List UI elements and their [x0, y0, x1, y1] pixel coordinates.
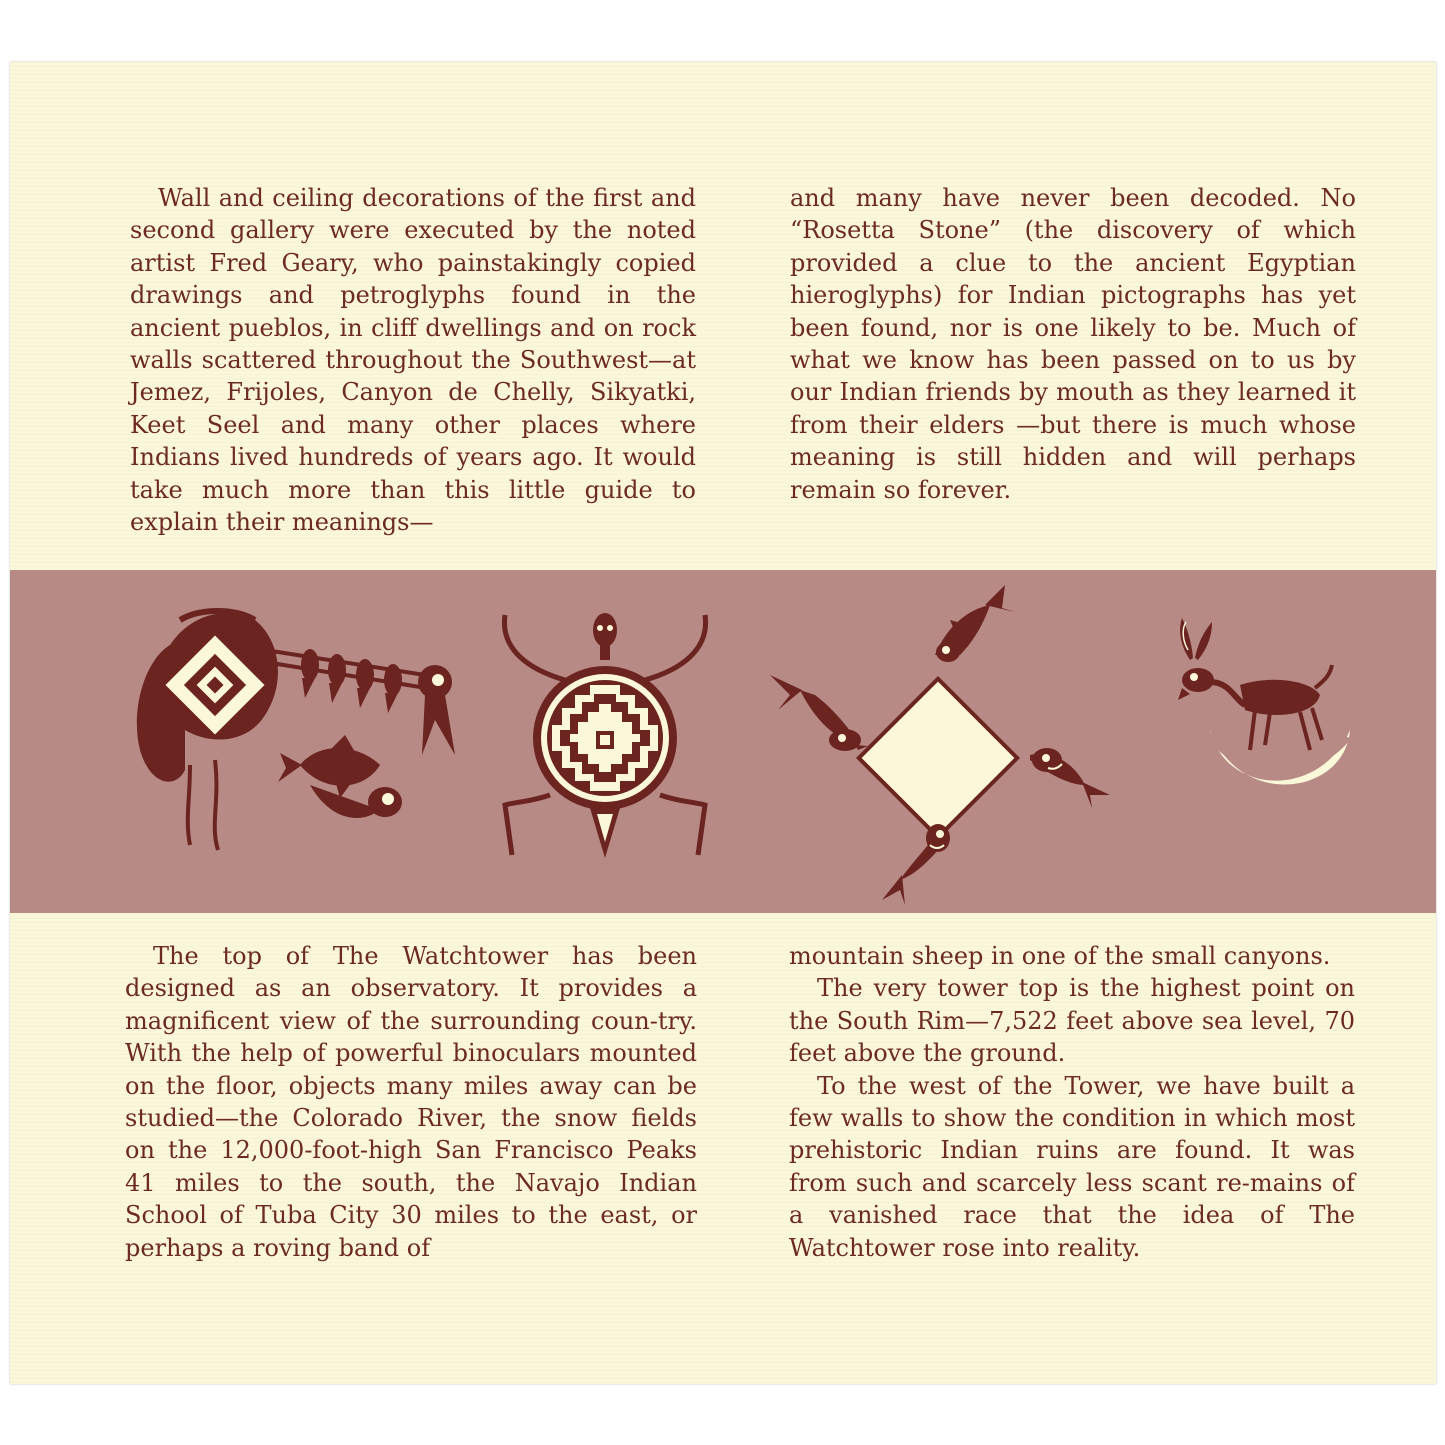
paragraph: and many have never been decoded. No “Rosetta Stone” (the discovery of which provided a clue to the ancient Egyptian hieroglyphs) for Indian pictographs has yet been found, nor is one likely to be. Much of what we know has been passed on to us by our Indian friends by mouth as they learned it from their elders —but there is much whose meaning is still hidden and will perhaps remain so forever.	[790, 184, 1356, 504]
paragraph: The top of The Watchtower has been designed as an observatory. It provides a magnificent view of the surrounding coun-try. With the help of powerful binoculars mounted on the floor, objects many miles away can be studied—the Colorado River, the snow fields on the 12,000-foot-high San Francisco Peaks 41 miles to the south, the Navajo Indian School of Tuba City 30 miles to the east, or perhaps a roving band of	[125, 942, 697, 1262]
petroglyph-illustration	[10, 570, 1436, 913]
brochure-page	[10, 62, 1436, 1384]
bird-with-fish-petroglyph-icon	[137, 611, 455, 850]
petroglyph-illustration-band	[10, 570, 1436, 913]
text-column-top-left	[130, 182, 696, 538]
fish-around-diamond-petroglyph-icon	[770, 585, 1110, 905]
animal-on-crescent-moon-petroglyph-icon	[1178, 618, 1350, 785]
text-column-top-right	[790, 182, 1356, 506]
turtle-petroglyph-icon	[504, 613, 705, 858]
paragraph: mountain sheep in one of the small canyons.	[789, 942, 1331, 970]
paragraph: Wall and ceiling decorations of the first and second gallery were executed by the noted artist Fred Geary, who painstakingly copied drawings and petroglyphs found in the ancient pueblos, in cliff dwellings and on rock walls scattered throughout the Southwest—at Jemez, Frijoles, Canyon de Chelly, Sikyatki, Keet Seel and many other places where Indians lived hundreds of years ago. It would take much more than this little guide to explain their meanings—	[130, 184, 696, 537]
paragraph: To the west of the Tower, we have built a few walls to show the condition in which most prehistoric Indian ruins are found. It was from such and scarcely less scant re-mains of a vanished race that the idea of The Watchtower rose into reality.	[789, 1071, 1355, 1262]
paragraph: The very tower top is the highest point on the South Rim—7,522 feet above sea level, 70 feet above the ground.	[789, 974, 1355, 1068]
text-column-bottom-left	[125, 940, 697, 1264]
text-column-bottom-right	[789, 940, 1355, 1264]
